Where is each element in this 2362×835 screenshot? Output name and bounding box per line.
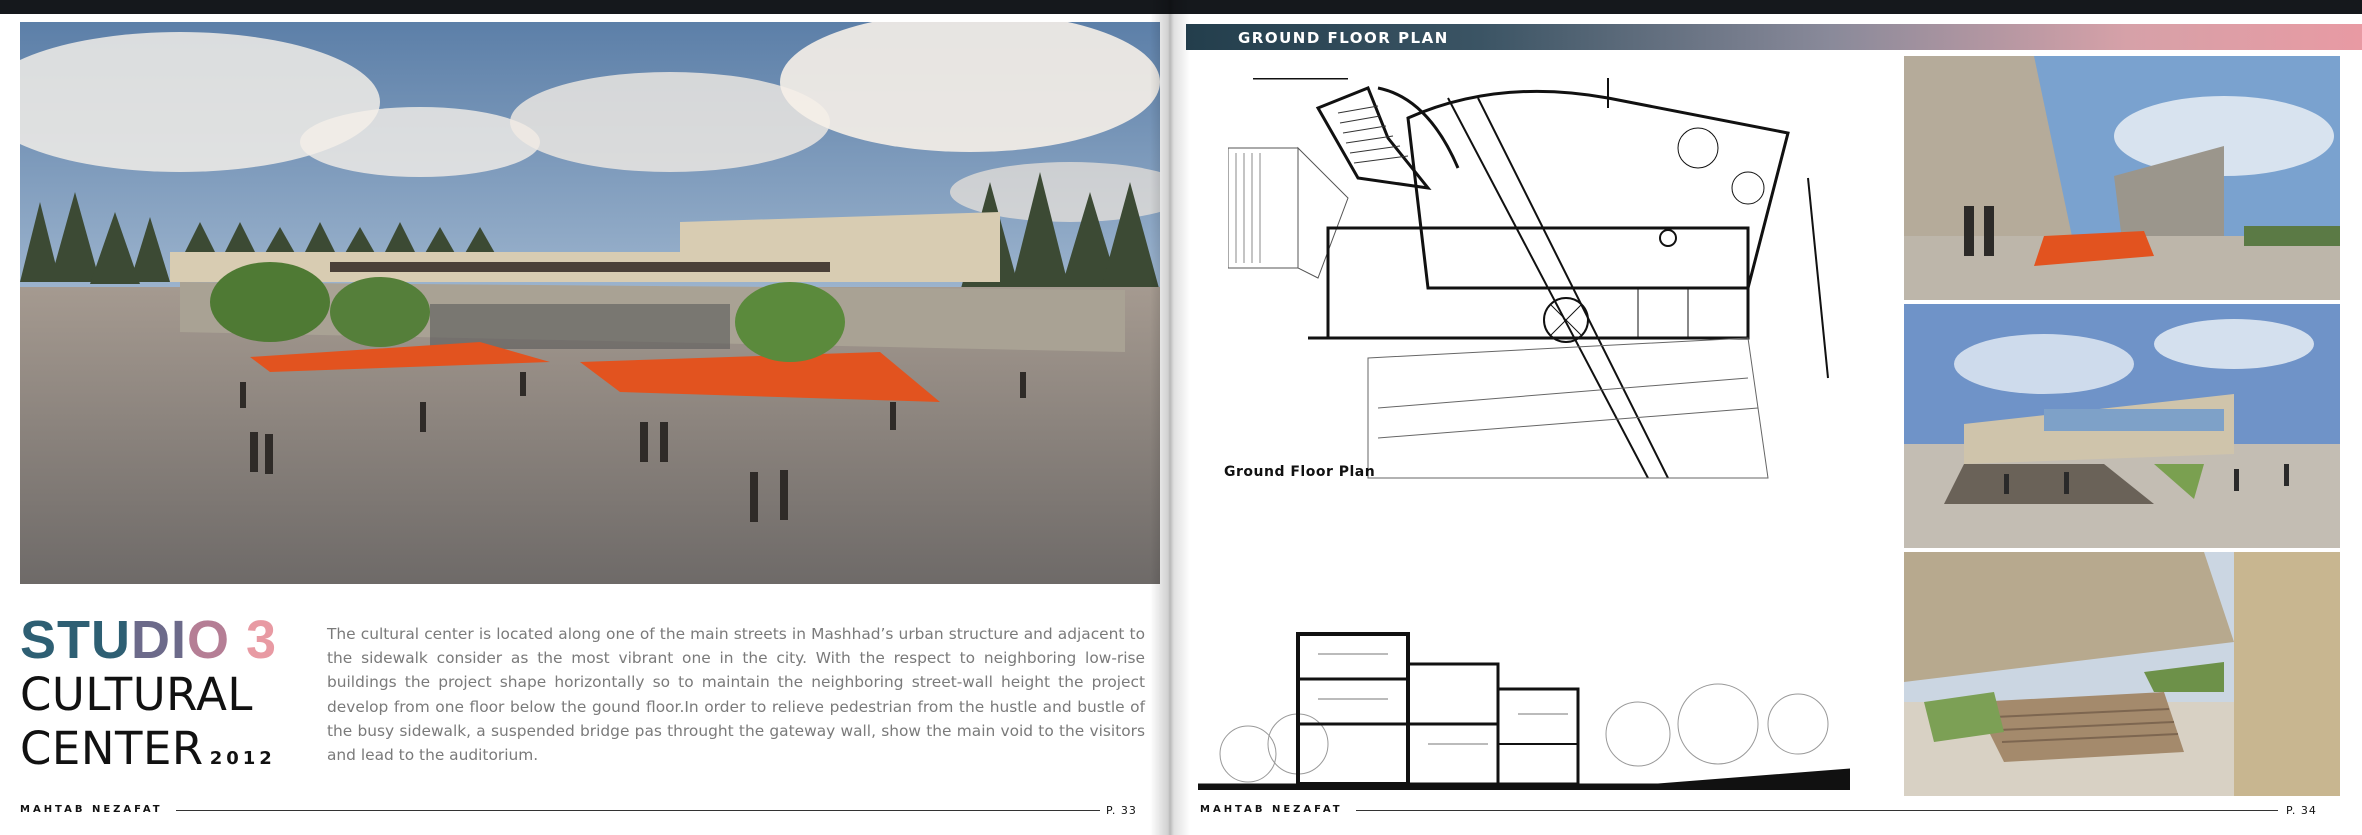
- title-center-text: CENTER: [20, 722, 204, 775]
- footer-author-left: MAHTAB NEZAFAT: [20, 804, 163, 815]
- studio-text-2: DI: [131, 610, 187, 670]
- section-header-bar: [1186, 24, 2362, 50]
- hero-rendering: [20, 22, 1160, 584]
- studio-text-1: STU: [20, 610, 131, 670]
- page-number-left: P. 33: [1106, 804, 1137, 817]
- page-number-right: P. 34: [2286, 804, 2317, 817]
- studio-heading: [20, 612, 277, 668]
- footer-rule-left: [176, 810, 1100, 811]
- studio-number: 3: [246, 610, 278, 670]
- title-line-center: [20, 722, 277, 786]
- footer-author-right: MAHTAB NEZAFAT: [1200, 804, 1343, 815]
- footer-rule-right: [1356, 810, 2278, 811]
- studio-text-3: O: [187, 610, 247, 670]
- title-line-cultural: CULTURAL: [20, 668, 253, 721]
- building-section-drawing: [1198, 604, 1850, 790]
- title-year: 2012: [209, 748, 276, 769]
- plan-label: Ground Floor Plan: [1224, 464, 1376, 480]
- rendering-sunken-plaza: [1904, 552, 2340, 796]
- right-page: [1170, 14, 2362, 835]
- rendering-gateway-wall: [1904, 304, 2340, 548]
- rendering-walkway: [1904, 56, 2340, 300]
- ground-floor-plan-drawing: [1228, 78, 1868, 508]
- section-header-title: GROUND FLOOR PLAN: [1238, 29, 1449, 47]
- project-description: The cultural center is located along one of the main streets in Mashhad’s urban structure and adjacent to the sidewalk consider as the most vibrant one in the city. With the respect to neighboring low-rise buildings the project shape horizontally so to maintain the neighboring street-wall height the project develop from one floor below the gound floor.In order to relieve pedestrian from the hustle and bustle of the busy sidewalk, a suspended bridge pas throught the gateway wall, show the main void to the visitors and lead to the auditorium.: [327, 625, 1145, 765]
- left-page: [0, 14, 1170, 835]
- project-title: [20, 612, 277, 786]
